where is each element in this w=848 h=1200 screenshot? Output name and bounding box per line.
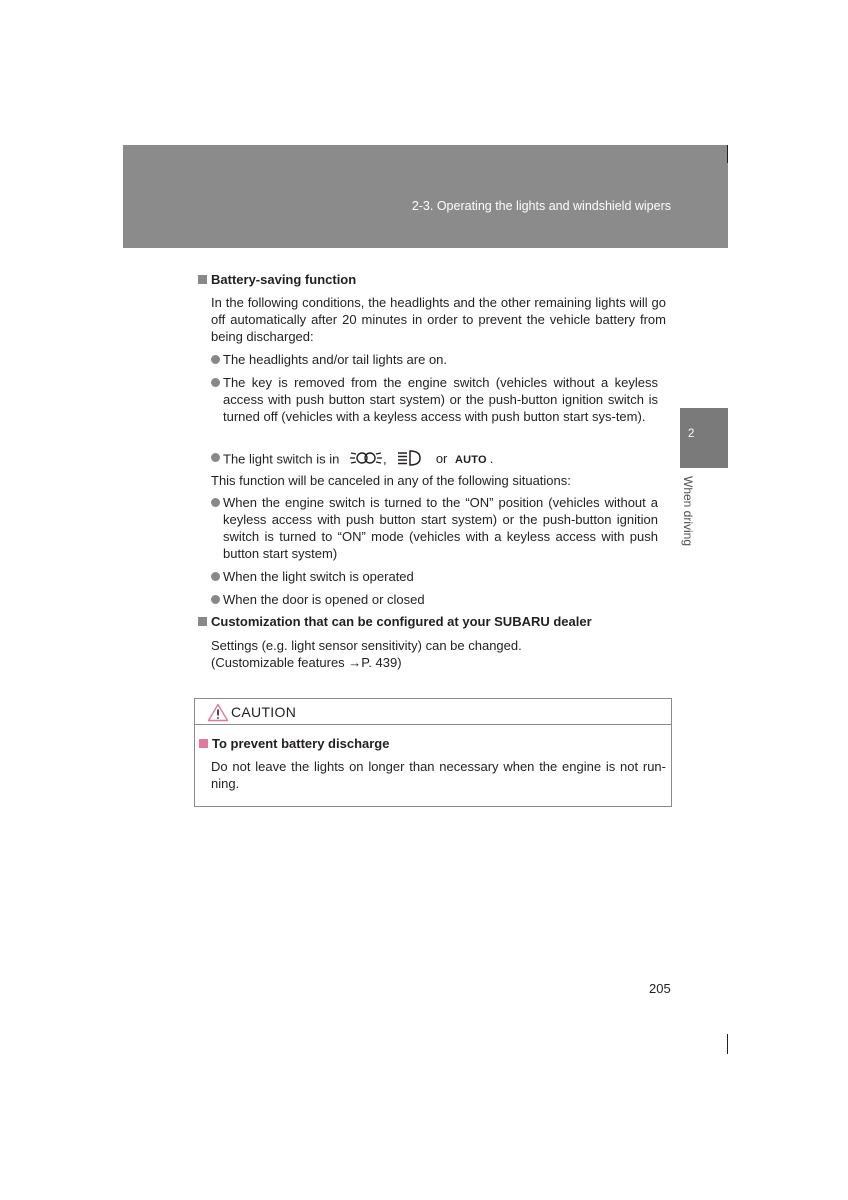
- list-item: [211, 374, 658, 425]
- bullet-dot-icon: [211, 355, 220, 364]
- square-bullet-icon: [198, 617, 207, 626]
- arrow-right-icon: →: [348, 655, 362, 670]
- headlight-icon: [396, 449, 422, 471]
- battery-intro: In the following conditions, the headlights and the other remaining lights will go off automatically after 20 minutes in order to prevent the vehicle battery from being discharged:: [211, 295, 666, 344]
- bullet-dot-icon: [211, 595, 220, 604]
- caution-heading: [199, 736, 389, 751]
- chapter-tab: [680, 408, 728, 468]
- list-item-text: When the light switch is operated: [223, 569, 414, 584]
- customization-heading-text: Customization that can be configured at your SUBARU dealer: [211, 614, 592, 629]
- crop-mark-bottom: [727, 1034, 728, 1054]
- light-switch-comma: ,: [382, 451, 387, 467]
- light-switch-prefix: The light switch is in: [223, 451, 340, 467]
- battery-saving-heading-text: Battery-saving function: [211, 272, 357, 287]
- list-item: [211, 568, 658, 585]
- warning-triangle-icon: [207, 703, 229, 727]
- list-item-text: When the door is opened or closed: [223, 592, 425, 607]
- tail-light-icon: [349, 449, 383, 471]
- list-item: [211, 591, 658, 608]
- list-item: [211, 351, 658, 368]
- caution-label: CAUTION: [231, 704, 297, 720]
- customization-heading: [198, 614, 592, 629]
- bullet-dot-icon: [211, 498, 220, 507]
- page-reference: P. 439): [361, 655, 402, 670]
- caution-box: [194, 698, 672, 807]
- bullet-dot-icon: [211, 378, 220, 387]
- square-bullet-icon: [199, 739, 208, 748]
- battery-saving-heading: [198, 272, 356, 287]
- cancel-intro: This function will be canceled in any of the following situations:: [211, 473, 571, 488]
- bullet-dot-icon: [211, 572, 220, 581]
- list-item: [211, 494, 658, 562]
- customization-line-1: Settings (e.g. light sensor sensitivity) can be changed.: [211, 638, 522, 653]
- chapter-name-vertical: [676, 476, 706, 556]
- light-switch-period: .: [489, 451, 494, 467]
- customization-text: [211, 637, 666, 671]
- caution-heading-text: To prevent battery discharge: [212, 736, 390, 751]
- caution-text: Do not leave the lights on longer than necessary when the engine is not run-ning.: [211, 759, 666, 791]
- bullet-dot-icon: [211, 453, 220, 462]
- page-number: 205: [649, 981, 671, 996]
- section-title: 2-3. Operating the lights and windshield wipers: [411, 199, 671, 213]
- light-switch-or: or: [435, 451, 448, 467]
- caution-header: [195, 699, 671, 725]
- chapter-number: 2: [688, 428, 695, 440]
- list-item-light-switch: [211, 449, 658, 471]
- list-item-text: The headlights and/or tail lights are on.: [223, 352, 448, 367]
- customization-line-2: (Customizable features: [211, 655, 345, 670]
- crop-mark-top: [727, 145, 728, 163]
- chapter-name: When driving: [681, 476, 695, 547]
- list-item-text: The key is removed from the engine switch (vehicles without a keyless access with push button start system) or the push-button ignition switch is turned off (vehicles with a keyless access with push button start sys-tem).: [223, 375, 658, 424]
- auto-icon: AUTO: [455, 454, 487, 467]
- header-bar: [123, 145, 728, 248]
- square-bullet-icon: [198, 275, 207, 284]
- list-item-text: When the engine switch is turned to the “ON” position (vehicles without a keyless access with push button start system) or the push-button ignition switch is turned to “ON” mode (vehicles with a keyless access with push button start system): [223, 495, 658, 561]
